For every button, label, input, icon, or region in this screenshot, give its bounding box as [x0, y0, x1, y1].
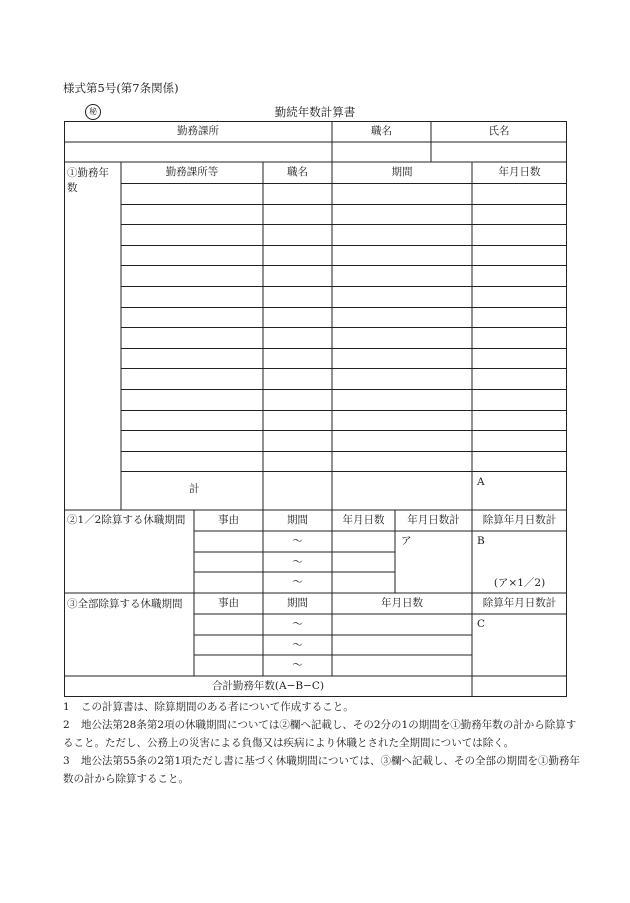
s2-mark-a: ア — [401, 535, 412, 547]
calculation-table — [64, 121, 567, 697]
s2-mark-b: B — [477, 535, 485, 547]
document-title: 勤続年数計算書 — [274, 105, 356, 119]
s3-col-reason: 事由 — [218, 597, 239, 609]
note-3: 3 地公法第55条の2第1項ただし書に基づく休職期間については、③欄へ記載し、その全部の期間を①勤務年数の計から除算すること。 — [63, 755, 581, 785]
note-2: 2 地公法第28条第2項の休職期間については②欄へ記載し、その2分の1の期間を①勤務年数の計から除算すること。ただし、公務上の災害による負傷又は疾病により休職とされた全期間については除く。 — [63, 719, 577, 749]
s2-row3-tilde: ～ — [292, 576, 303, 588]
s2-col-reason: 事由 — [218, 514, 239, 526]
header-name: 氏名 — [488, 125, 510, 137]
s2-col-ymd: 年月日数 — [342, 514, 385, 526]
s1-total-label: 計 — [189, 483, 200, 495]
notes — [63, 698, 583, 788]
s1-col-position: 職名 — [287, 166, 308, 178]
s3-col-deduct: 除算年月日数計 — [482, 597, 557, 609]
s3-row1-tilde: ～ — [292, 618, 303, 630]
s1-total-mark: A — [477, 476, 485, 488]
s3-row3-tilde: ～ — [292, 659, 303, 671]
section3-label: ③全部除算する休職期間 — [67, 598, 183, 610]
form-number: 様式第5号(第7条関係) — [63, 81, 179, 95]
confidential-stamp-icon: 秘 — [85, 104, 101, 120]
s1-col-dept: 勤務課所等 — [165, 166, 219, 178]
s3-row2-tilde: ～ — [292, 639, 303, 651]
s2-row2-tilde: ～ — [292, 556, 303, 568]
note-1: 1 この計算書は、除算期間のある者について作成すること。 — [63, 701, 354, 713]
s3-col-period: 期間 — [287, 597, 308, 609]
s2-col-deduct: 除算年月日数計 — [482, 514, 557, 526]
s2-col-period: 期間 — [287, 514, 308, 526]
s3-mark-c: C — [477, 618, 486, 630]
grand-total-label: 合計勤務年数(A−B−C) — [211, 680, 325, 692]
section1-label: ①勤務年数 — [67, 167, 109, 194]
header-dept: 勤務課所 — [177, 125, 219, 137]
s1-col-period: 期間 — [391, 166, 413, 178]
s1-col-ymd: 年月日数 — [498, 166, 541, 178]
s2-row1-tilde: ～ — [292, 535, 303, 547]
s3-col-ymd: 年月日数 — [381, 597, 423, 609]
s2-formula: (ア×1／2) — [493, 577, 546, 589]
s2-col-ymd-total: 年月日数計 — [407, 514, 460, 526]
header-position: 職名 — [371, 125, 392, 137]
section2-label: ②1／2除算する休職期間 — [67, 514, 186, 526]
